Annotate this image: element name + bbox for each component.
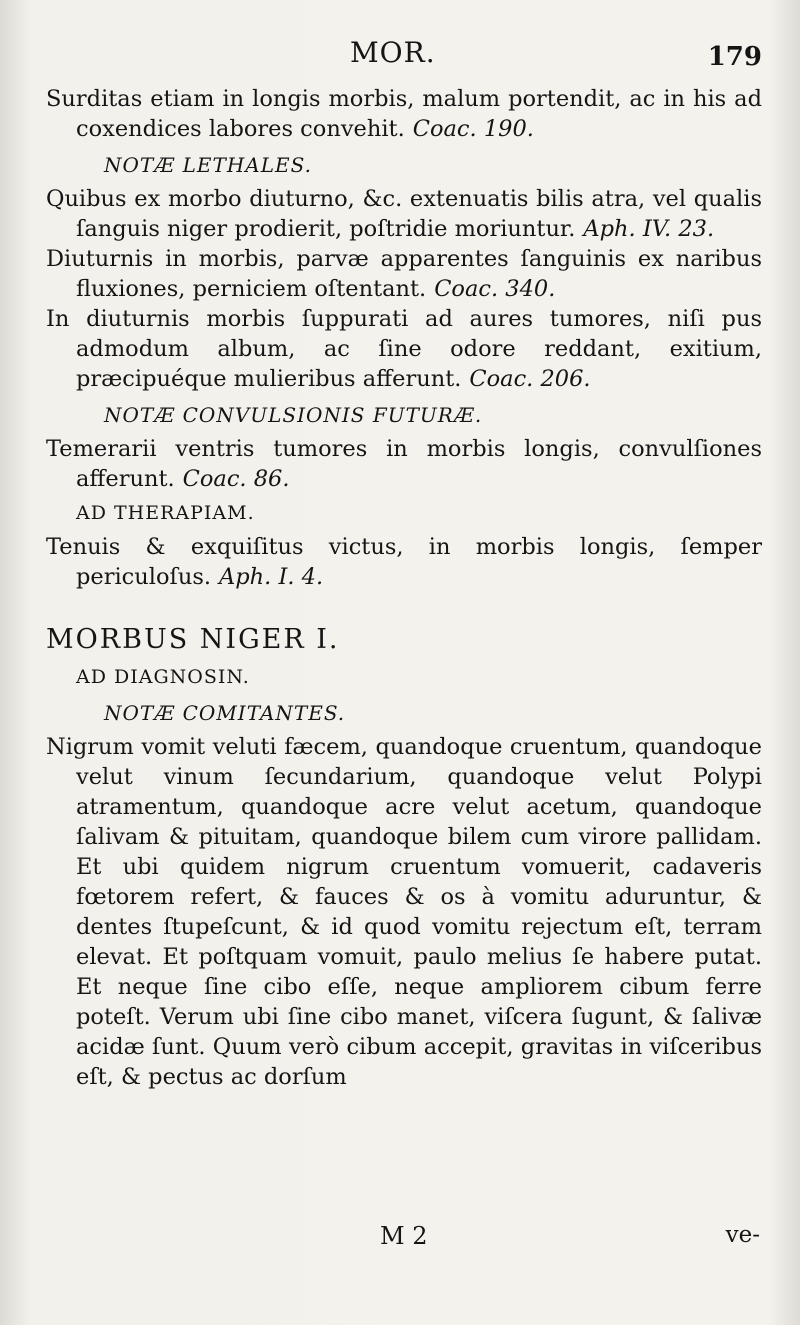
section-label: AD THERAPIAM.: [76, 502, 255, 524]
citation-reference: Coac. 206.: [469, 366, 591, 392]
running-head: MOR.: [350, 36, 436, 69]
paragraph: [46, 732, 762, 1092]
citation-reference: Aph. I. 4.: [219, 564, 324, 590]
page-header: [0, 36, 800, 76]
paragraph: [46, 184, 762, 244]
paragraph-text: In diuturnis morbis ſuppurati ad aures tumores, niſi pus admodum album, ac ſine odore reddant, exitium, præcipuéque mulieribus afferunt.: [46, 306, 762, 392]
catchword: ve-: [725, 1222, 760, 1248]
paragraph-text: Surditas etiam in longis morbis, malum portendit, ac in his ad coxendices labores convehit.: [46, 86, 762, 142]
paragraph: [46, 304, 762, 394]
citation-reference: Coac. 86.: [182, 466, 290, 492]
chapter-title: MORBUS NIGER I.: [46, 624, 340, 655]
signature-mark: M 2: [380, 1222, 428, 1250]
page-footer: [0, 1222, 800, 1256]
section-subheading: NOTÆ CONVULSIONIS FUTURÆ.: [104, 403, 483, 427]
paragraph: [46, 84, 762, 144]
paragraph: [46, 244, 762, 304]
paragraph: [46, 532, 762, 592]
citation-reference: Aph. IV. 23.: [583, 216, 715, 242]
paragraph-text: Nigrum vomit veluti fæcem, quandoque cruentum, quandoque velut vinum ſecundarium, quandoque velut Polypi atramentum, quandoque acre velut acetum, quandoque ſalivam & pituitam, quandoque bilem cum virore pallidam. Et ubi quidem nigrum cruentum vomuerit, cadaveris fœtorem refert, & fauces & os à vomitu aduruntur, & dentes ſtupeſcunt, & id quod vomitu rejectum eſt, terram elevat. Et poſtquam vomuit, paulo melius ſe habere putat. Et neque ſine cibo eſſe, neque ampliorem cibum ferre poteſt. Verum ubi ſine cibo manet, viſcera ſugunt, & ſalivæ acidæ ſunt. Quum verò cibum accepit, gravitas in viſceribus eſt, & pectus ac dorſum: [46, 734, 762, 1090]
citation-reference: Coac. 190.: [412, 116, 534, 142]
page-body: [46, 84, 762, 1092]
section-subheading: NOTÆ COMITANTES.: [104, 701, 346, 725]
citation-reference: Coac. 340.: [434, 276, 556, 302]
section-subheading: NOTÆ LETHALES.: [104, 153, 312, 177]
paragraph: [46, 434, 762, 494]
paragraph-text: Diuturnis in morbis, parvæ apparentes ſanguinis ex naribus fluxiones, perniciem oſtentant.: [46, 246, 762, 302]
paragraph-text: Temerarii ventris tumores in morbis longis, convulſiones afferunt.: [46, 436, 762, 492]
paragraph-text: Tenuis & exquiſitus victus, in morbis longis, ſemper periculoſus.: [46, 534, 762, 590]
page-number: 179: [707, 42, 762, 72]
paragraph-text: Quibus ex morbo diuturno, &c. extenuatis bilis atra, vel qualis ſanguis niger prodierit, poſtridie moriuntur.: [46, 186, 762, 242]
section-label: AD DIAGNOSIN.: [76, 666, 250, 688]
